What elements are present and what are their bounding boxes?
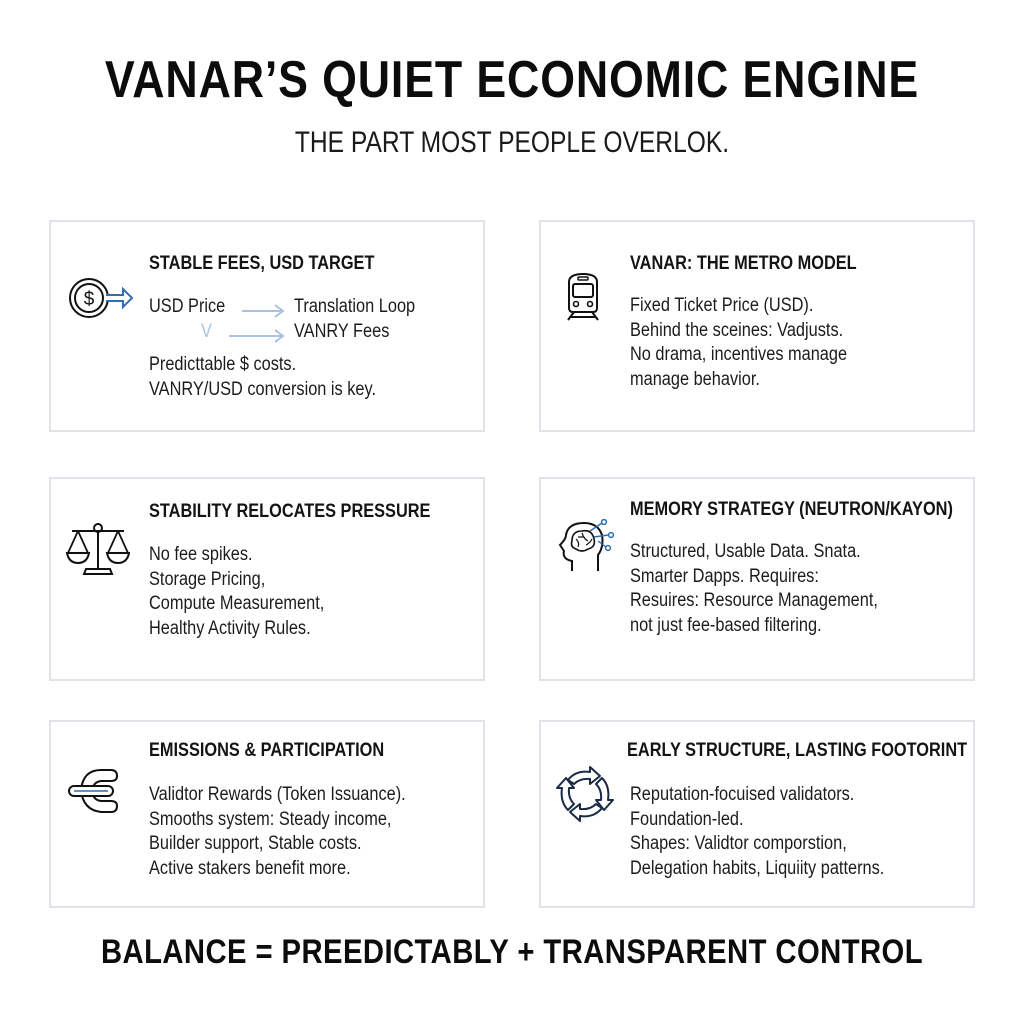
card-heading: EARLY STRUCTURE, LASTING FOOTORINT [627,740,968,761]
card-line: Reputation-focuised validators. [630,784,855,805]
card-line: Validtor Rewards (Token Issuance). [149,784,406,805]
card-line: Behind the sceines: Vadjusts. [630,319,844,341]
card-stability-pressure [49,477,485,681]
card-line: No fee spikes. [149,544,253,565]
card-emissions [49,720,485,908]
card-line: not just fee-based filtering. [630,614,822,636]
euro-emission-icon [67,766,123,816]
usd-flow-diagram [149,296,469,352]
card-body [149,543,324,641]
card-heading: EMISSIONS & PARTICIPATION [149,740,385,761]
card-stable-fees [49,220,485,432]
card-metro-model [539,220,975,432]
arrow-right-icon [242,304,286,318]
card-line: No drama, incentives manage [630,344,848,365]
dollar-coin-arrow-icon [68,276,136,320]
card-line: Shapes: Validtor comporstion, [630,833,847,854]
card-early-structure [539,720,975,908]
card-line: Structured, Usable Data. Snata. [630,541,861,562]
flow-down-glyph: V [201,321,212,342]
card-line: Fixed Ticket Price (USD). [630,295,814,316]
card-line: Delegation habits, Liquiity patterns. [630,857,885,879]
flow-translation-loop: Translation Loop [294,296,416,317]
card-line: Builder support, Stable costs. [149,833,362,854]
card-body [630,540,878,638]
card-line: Resuires: Resource Management, [630,590,878,611]
page-title: VANAR’S QUIET ECONOMIC ENGINE [104,51,920,109]
card-body [149,783,406,881]
flow-vanry-fees: VANRY Fees [294,321,390,342]
card-heading: STABLE FEES, USD TARGET [149,253,375,274]
balance-scale-icon [66,519,130,577]
card-line: VANRY/USD conversion is key. [149,378,377,400]
page-subtitle: THE PART MOST PEOPLE OVERLOK. [294,126,730,159]
flow-usd-price: USD Price [149,296,226,317]
card-line: Smarter Dapps. Requires: [630,565,819,587]
svg-text:$: $ [83,289,95,310]
card-line: Healthy Activity Rules. [149,617,311,639]
card-line: Foundation-led. [630,808,744,830]
brain-head-icon [558,519,618,575]
card-heading: VANAR: THE METRO MODEL [630,253,857,274]
footer-equation: BALANCE = PREEDICTABLY + TRANSPARENT CONTROL [100,933,923,971]
card-line: Active stakers benefit more. [149,857,351,879]
card-memory-strategy [539,477,975,681]
card-line: manage behavior. [630,368,760,390]
card-heading: STABILITY RELOCATES PRESSURE [149,501,431,522]
card-body [149,353,376,402]
train-icon [565,272,601,322]
card-body [630,294,847,392]
card-line: Storage Pricing, [149,568,266,590]
card-line: Compute Measurement, [149,593,325,614]
card-line: Smooths system: Steady income, [149,808,392,830]
card-line: Predicttable $ costs. [149,354,297,375]
card-body [630,783,884,881]
cycle-arrows-icon [556,764,614,822]
card-heading: MEMORY STRATEGY (NEUTRON/KAYON) [630,499,953,520]
arrow-right-icon [229,329,286,343]
